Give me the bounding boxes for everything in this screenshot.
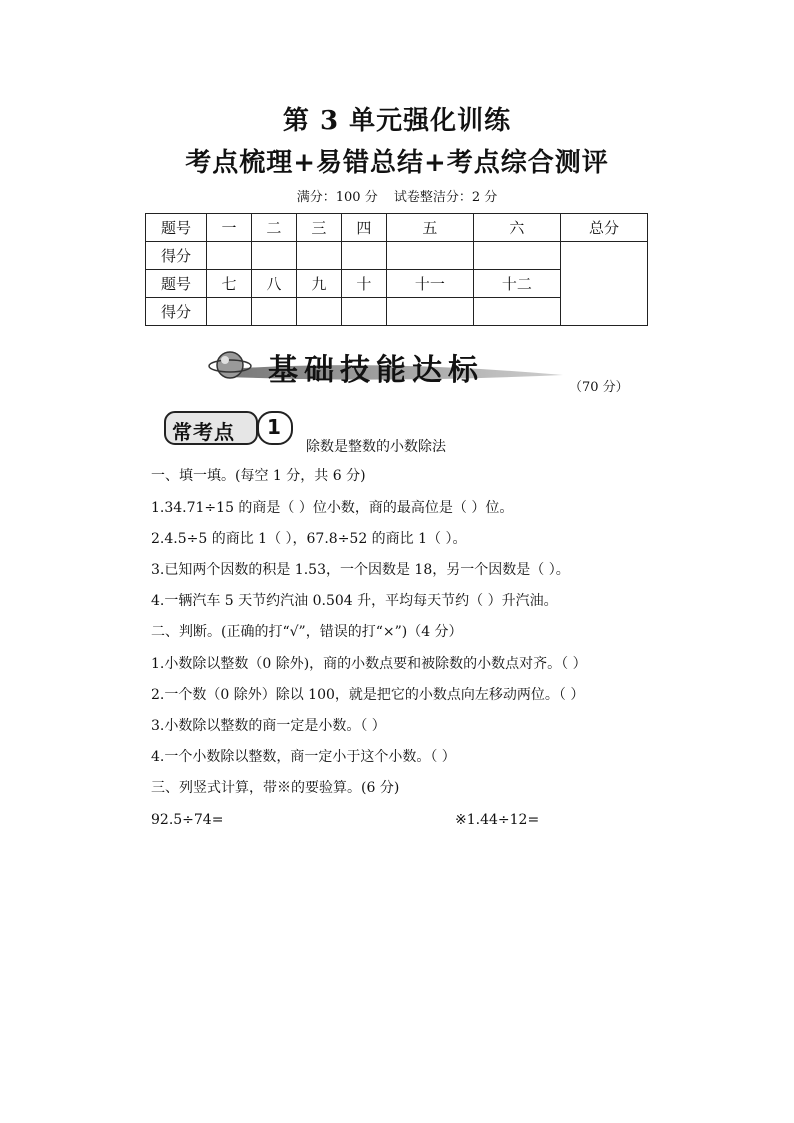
question-number: 十 [341,270,386,298]
question-number: 三 [296,214,341,242]
title-line2: 考点梳理+易错总结+考点综合测评 [185,148,609,178]
score-table [145,213,648,326]
total-label: 总分 [560,214,647,242]
score-cell[interactable] [296,242,341,270]
topic-title: 除数是整数的小数除法 [306,439,446,455]
question-number: 八 [251,270,296,298]
question-number: 二 [251,214,296,242]
score-cell[interactable] [251,298,296,326]
banner-title: 基础技能达标 [268,353,484,388]
score-info [0,186,794,205]
question-text: 3.已知两个因数的积是 1.53，一个因数是 18，另一个因数是（ ）。 [151,562,570,578]
total-score-cell[interactable] [560,242,647,326]
question-number: 六 [473,214,560,242]
question-text: 4.一个小数除以整数，商一定小于这个小数。（ ） [151,749,456,765]
question-text: 4.一辆汽车 5 天节约汽油 0.504 升，平均每天节约（ ）升汽油。 [151,593,558,609]
score-cell[interactable] [386,298,473,326]
row-label: 题号 [146,214,207,242]
section-heading: 二、判断。(正确的打“√”，错误的打“×”)（4 分） [151,624,463,640]
calc-problem-left: 92.5÷74= [151,812,224,828]
question-number: 五 [386,214,473,242]
badge-number: 1 [267,415,281,439]
score-cell[interactable] [207,242,252,270]
title-line1: 第 3 单元强化训练 [282,106,512,136]
neat-score: 试卷整洁分：2 分 [393,190,498,205]
score-cell[interactable] [296,298,341,326]
section-heading: 一、填一填。(每空 1 分，共 6 分) [151,468,366,484]
question-number: 九 [296,270,341,298]
question-text: 3.小数除以整数的商一定是小数。（ ） [151,718,386,734]
question-text: 2.一个数（0 除外）除以 100，就是把它的小数点向左移动两位。（ ） [151,687,585,703]
calc-problem-right: ※1.44÷12= [455,812,540,828]
score-cell[interactable] [207,298,252,326]
question-number: 十一 [386,270,473,298]
question-text: 2.4.5÷5 的商比 1（ ），67.8÷52 的商比 1（ ）。 [151,531,467,547]
badge-label: 常考点 [172,420,235,444]
topic-badge [164,410,296,446]
section-heading: 三、列竖式计算，带※的要验算。(6 分) [151,780,400,796]
score-cell[interactable] [341,298,386,326]
score-table-row2 [146,242,648,270]
question-number: 一 [207,214,252,242]
score-cell[interactable] [386,242,473,270]
score-cell[interactable] [251,242,296,270]
score-cell[interactable] [473,298,560,326]
banner-score: （70 分） [569,380,629,395]
row-label: 得分 [146,242,207,270]
question-text: 1.小数除以整数（0 除外)，商的小数点要和被除数的小数点对齐。（ ） [151,656,587,672]
score-cell[interactable] [473,242,560,270]
row-label: 得分 [146,298,207,326]
question-number: 十二 [473,270,560,298]
full-score: 满分：100 分 [296,190,378,205]
score-table-row1 [146,214,648,242]
row-label: 题号 [146,270,207,298]
question-text: 1.34.71÷15 的商是（ ）位小数，商的最高位是（ ）位。 [151,500,514,516]
question-number: 四 [341,214,386,242]
section-banner [208,345,568,388]
score-cell[interactable] [341,242,386,270]
question-number: 七 [207,270,252,298]
